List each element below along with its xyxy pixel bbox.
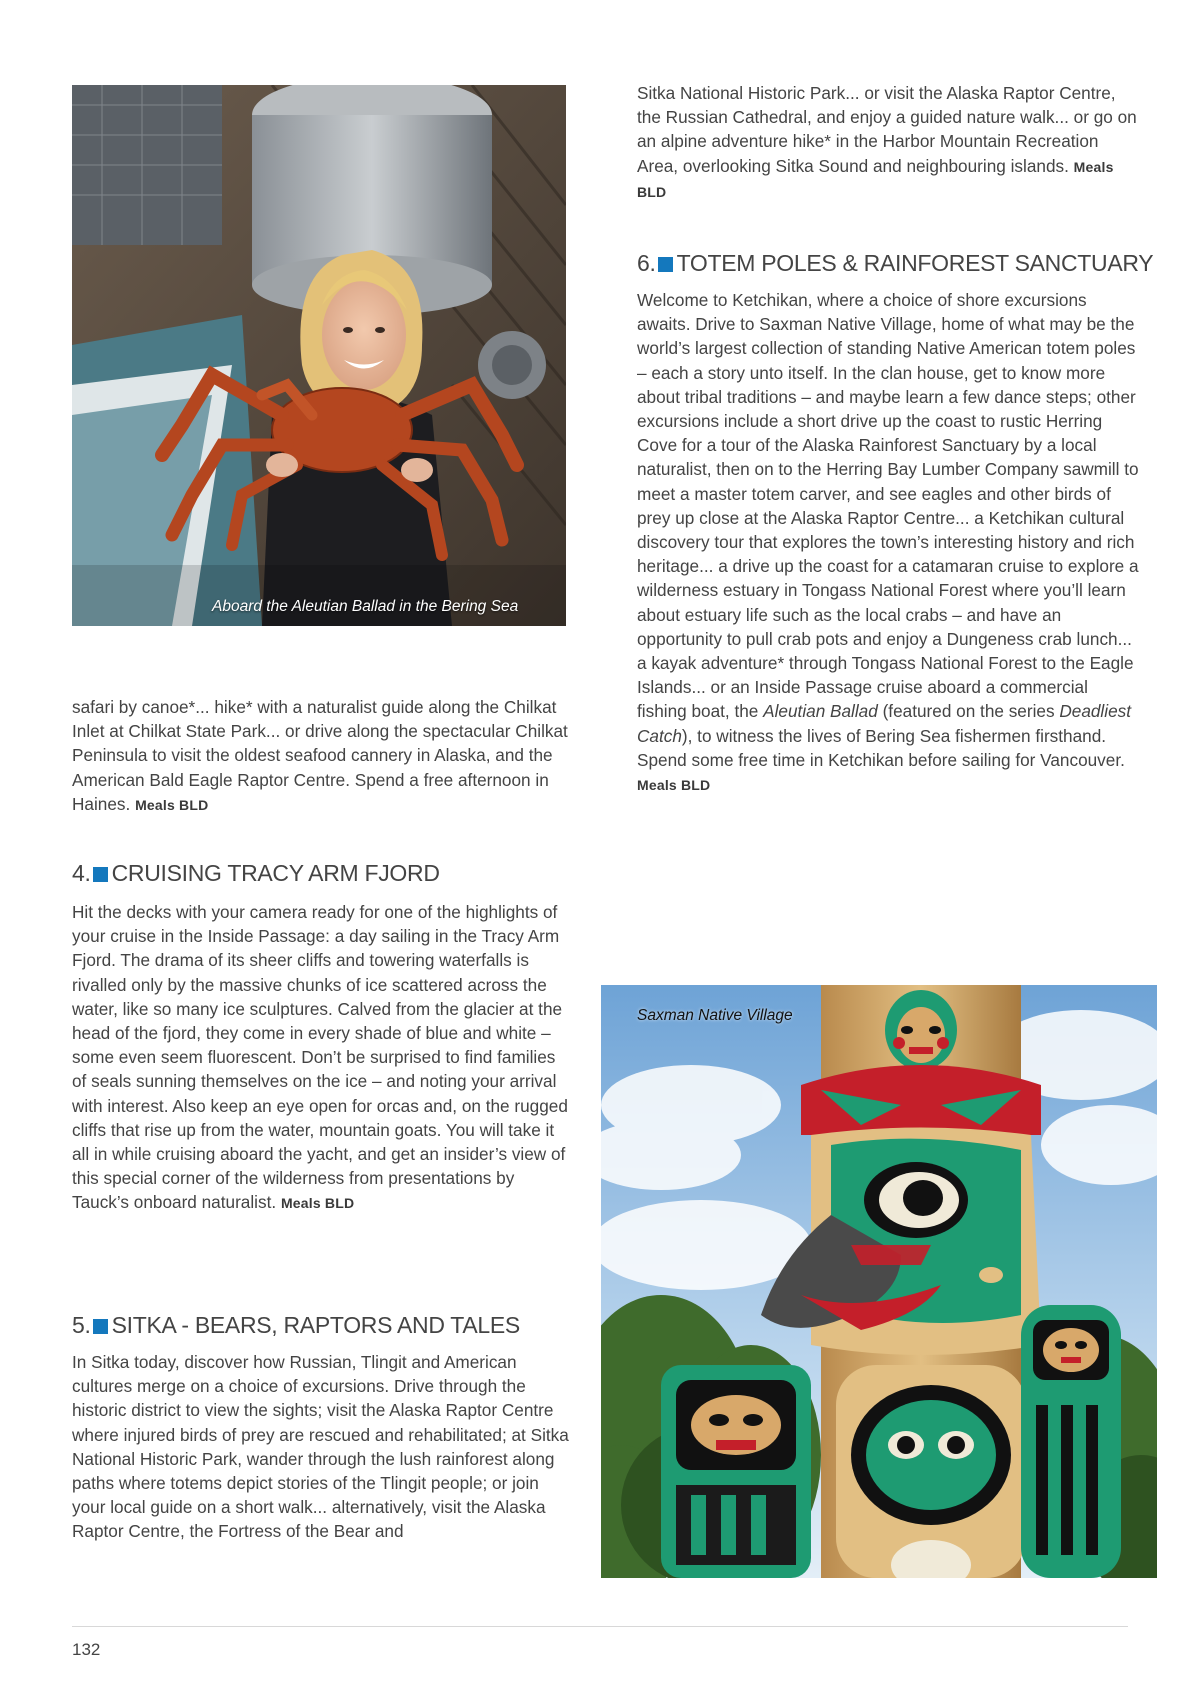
- footer-rule: [72, 1626, 1128, 1627]
- section-6-heading: [637, 250, 1153, 277]
- page-number: 132: [72, 1640, 101, 1659]
- section-6-number: 6.: [637, 250, 656, 276]
- section-5-title: SITKA - BEARS, RAPTORS AND TALES: [111, 1312, 520, 1338]
- section-4-body: [72, 900, 572, 1216]
- right-intro-text: Sitka National Historic Park... or visit the Alaska Raptor Centre, the Russian Cathedral, and enjoy a guided nature walk... or go on an alpine adventure hike* in the Harbor Mountain Recreation Area, overlooking Sitka Sound and neighbouring islands.: [637, 83, 1137, 176]
- section-4-text: Hit the decks with your camera ready for one of the highlights of your cruise in the Inside Passage: a day sailing in the Tracy Arm Fjord. The drama of its sheer cliffs and towering waterfalls is rivalled only by the massive chunks of ice scattered across the water, like so many ice sculptures. Calved from the glacier at the head of the fjord, they come in every shade of blue and white – some even seem fluorescent. Don’t be surprised to find families of seals sunning themselves on the ice – and noting your arrival with interest. Also keep an eye open for orcas and, on the rugged cliffs that rise up from the water, mountain goats. You will take it all in while cruising aboard the yacht, and get an insider’s view of this special corner of the wilderness from presentations by Tauck’s onboard naturalist.: [72, 902, 568, 1213]
- totem-photo-caption: Saxman Native Village: [637, 1007, 793, 1024]
- section-4-title: CRUISING TRACY ARM FJORD: [111, 860, 440, 886]
- section-6-text-b: (featured on the series: [877, 701, 1060, 722]
- blue-square-icon: [658, 257, 673, 272]
- series-name: Deadliest Catch: [637, 701, 1131, 746]
- section-5-text: In Sitka today, discover how Russian, Tlingit and American cultures merge on a choice of excursions. Drive through the historic district to view the sights; visit the Alaska Raptor Centre where injured birds of prey are rescued and rehabilitated; at Sitka National Historic Park, wander through the lush rainforest along paths where totems depict stories of the Tlingit people; or join your local guide on a short walk... alternatively, visit the Alaska Raptor Centre, the Fortress of the Bear and: [72, 1352, 569, 1542]
- left-intro-text: safari by canoe*... hike* with a naturalist guide along the Chilkat Inlet at Chilkat State Park... or drive along the spectacular Chilkat Peninsula to visit the oldest seafood cannery in Alaska, and the American Bald Eagle Raptor Centre. Spend a free afternoon in Haines.: [72, 697, 568, 814]
- section-6-title: TOTEM POLES & RAINFOREST SANCTUARY: [676, 250, 1154, 276]
- crab-photo: [72, 85, 566, 626]
- section-6-text-c: ), to witness the lives of Bering Sea fishermen firsthand. Spend some free time in Ketchikan before sailing for Vancouver.: [637, 725, 1125, 770]
- left-intro-paragraph: [72, 695, 572, 817]
- meals-label: Meals BLD: [135, 796, 209, 813]
- right-intro-paragraph: [637, 81, 1137, 204]
- meals-label: Meals BLD: [280, 1195, 355, 1212]
- blue-square-icon: [93, 867, 108, 882]
- section-6-text-a: Welcome to Ketchikan, where a choice of shore excursions awaits. Drive to Saxman Native Village, home of what may be the world’s largest collection of standing Native American totem poles – each a story unto itself. In the clan house, get to know more about tribal traditions – and maybe learn a few dance steps; other excursions include a short drive up the coast to rustic Herring Cove for a tour of the Alaska Rainforest Sanctuary by a local naturalist, then on to the Herring Bay Lumber Company sawmill to meet a master totem carver, and see eagles and other birds of prey up close at the Alaska Raptor Centre... a Ketchikan cultural discovery tour that explores the town’s interesting history and rich heritage... a drive up the coast for a catamaran cruise to explore a wilderness estuary in Tongass National Forest where you’ll learn about estuary life such as the local crabs – and have an opportunity to pull crab pots and enjoy a Dungeness crab lunch... a kayak adventure* through Tongass National Forest to the Eagle Islands... or an Inside Passage cruise aboard a commercial fishing boat, the: [637, 290, 1139, 722]
- crab-photo-caption: Aboard the Aleutian Ballad in the Bering Sea: [212, 598, 519, 615]
- meals-label: Meals BLD: [637, 158, 1114, 200]
- totem-photo: [601, 985, 1157, 1578]
- section-4-number: 4.: [72, 860, 91, 886]
- section-4-heading: [72, 860, 440, 887]
- boat-name: Aleutian Ballad: [763, 701, 878, 722]
- section-5-body: [72, 1350, 572, 1544]
- section-5-heading: [72, 1312, 520, 1339]
- meals-label: Meals BLD: [637, 777, 711, 794]
- section-6-body: [637, 288, 1139, 797]
- section-5-number: 5.: [72, 1312, 91, 1338]
- blue-square-icon: [93, 1319, 108, 1334]
